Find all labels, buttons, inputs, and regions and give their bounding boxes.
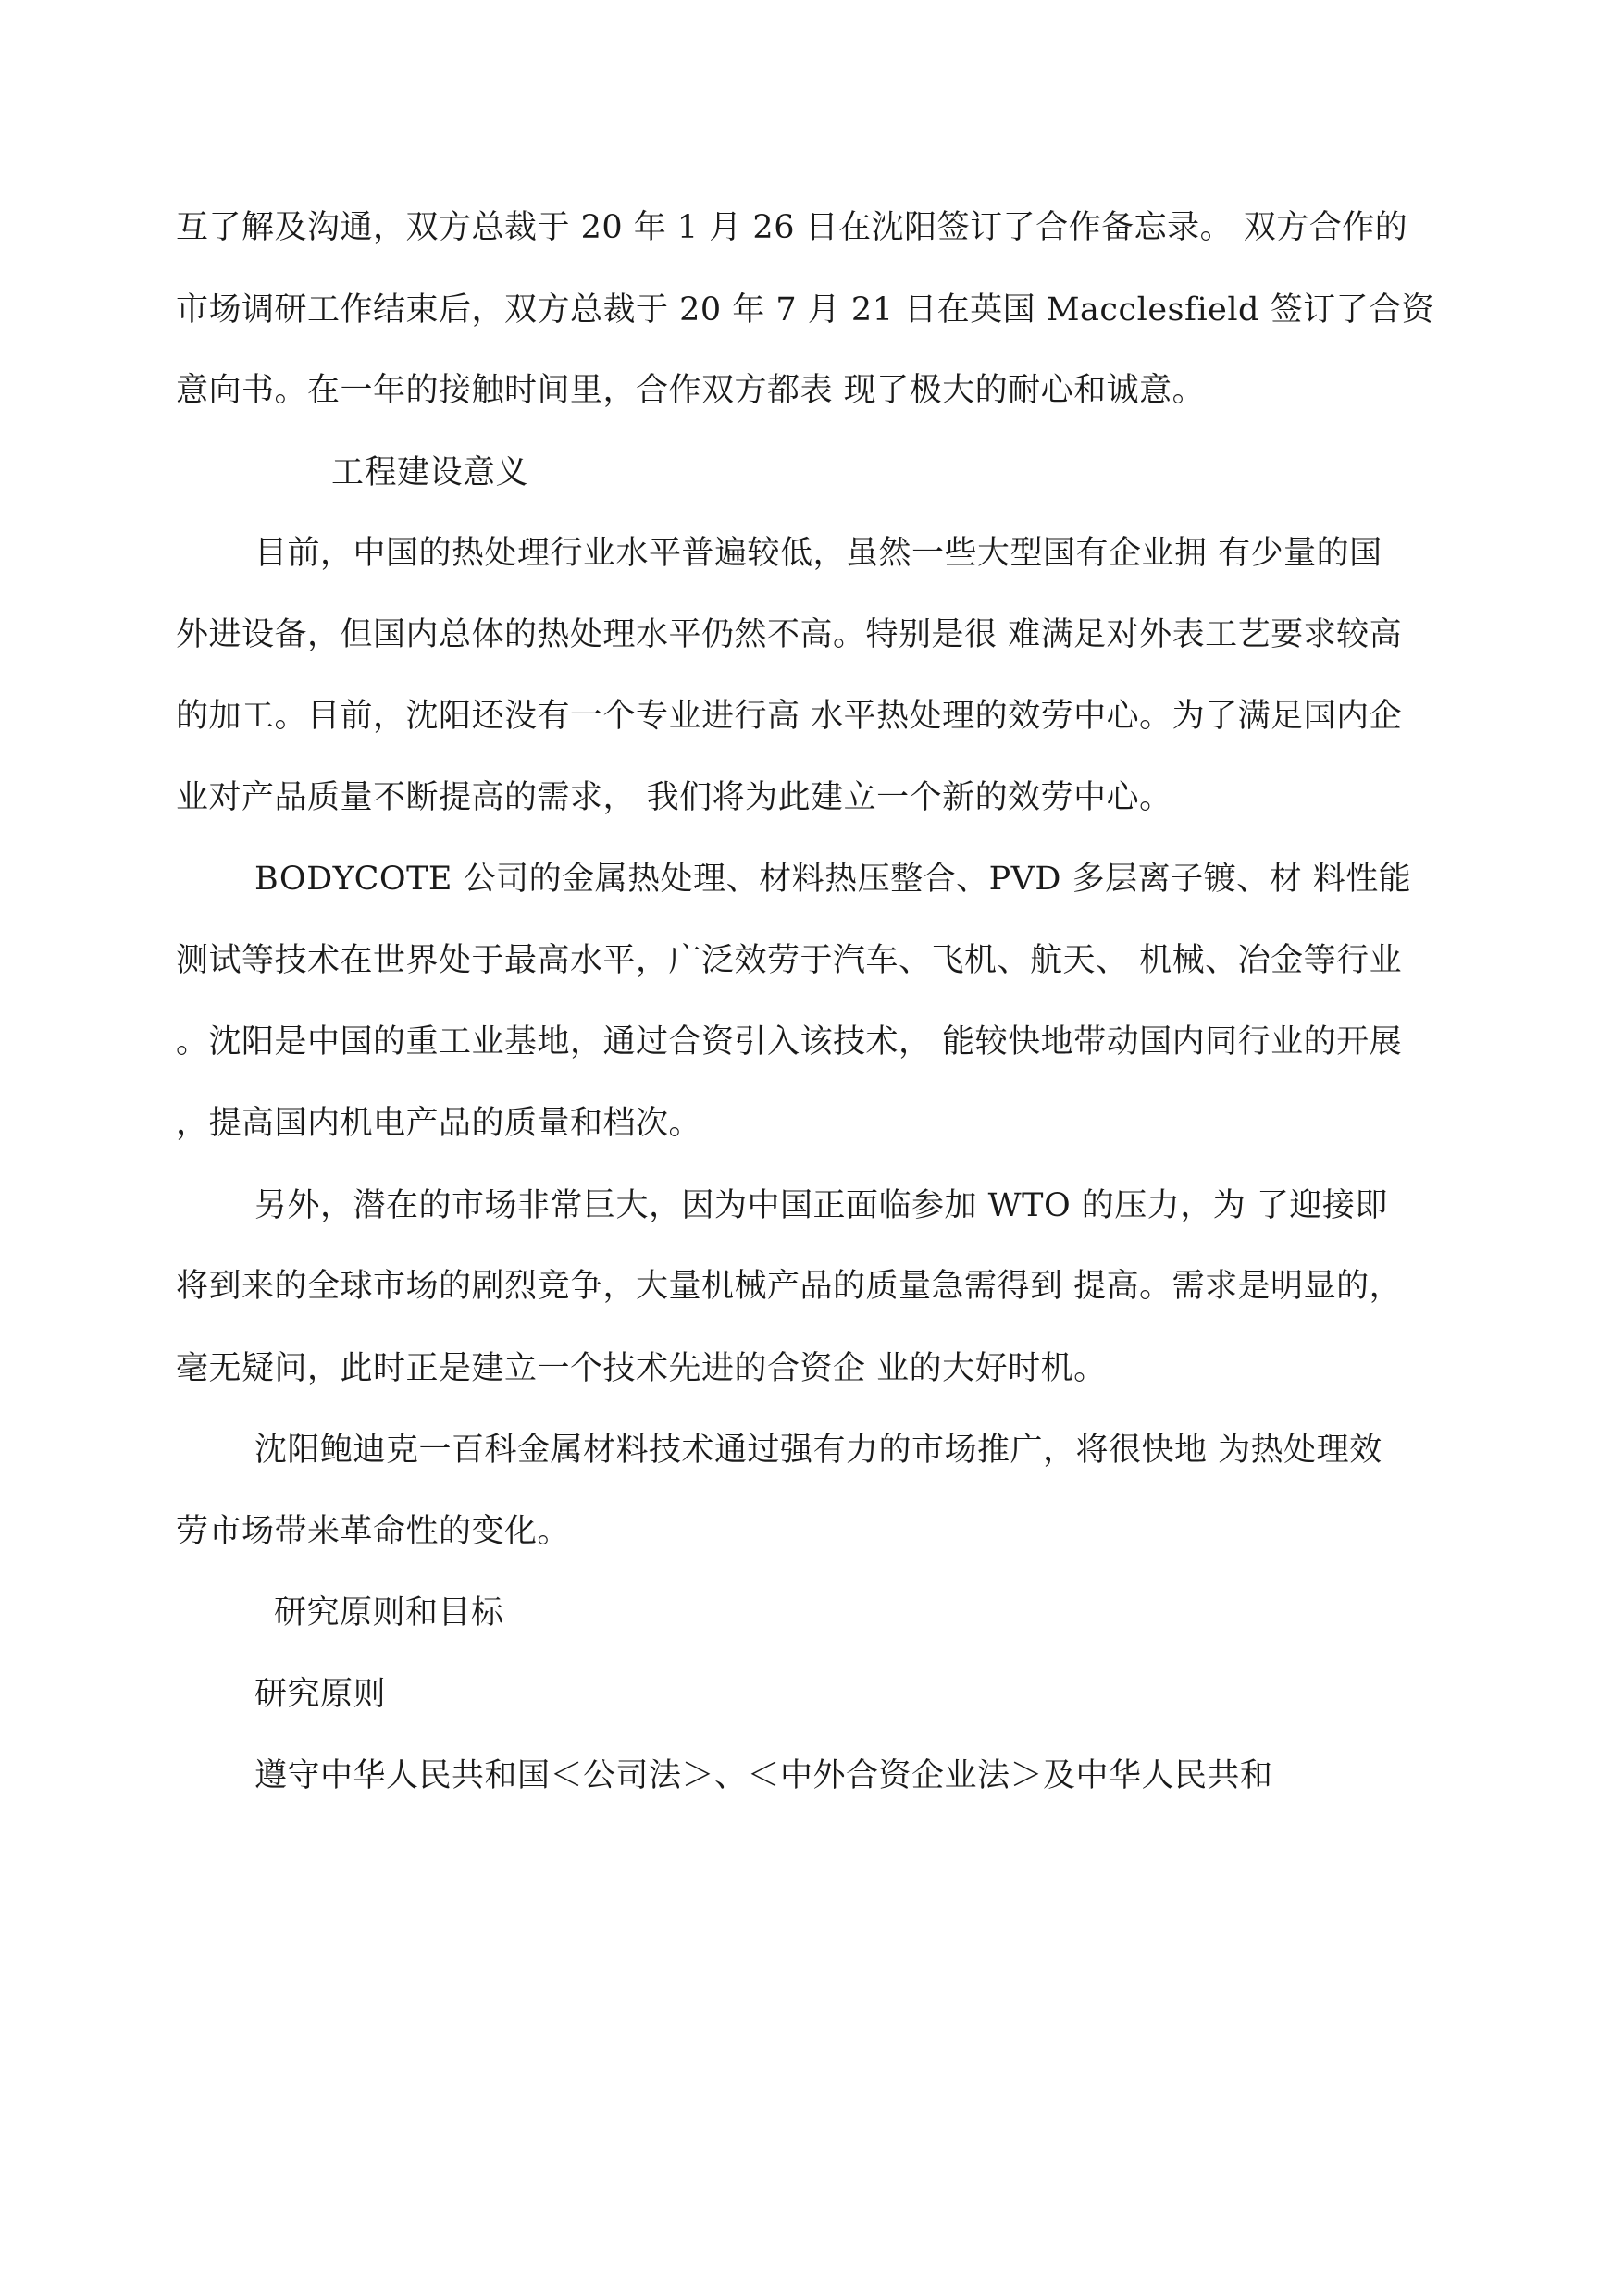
subsection-heading: 研究原则	[254, 1676, 387, 1713]
section-heading: 工程建设意义	[331, 454, 529, 491]
paragraph-line: 意向书。在一年的接触时间里，合作双方都表 现了极大的耐心和诚意。	[176, 372, 1206, 409]
section-heading: 研究原则和目标	[274, 1594, 504, 1631]
paragraph-line: 业对产品质量不断提高的需求， 我们将为此建立一个新的效劳中心。	[176, 779, 1172, 816]
paragraph-line: 另外，潜在的市场非常巨大，因为中国正面临参加 WTO 的压力，为 了迎接即	[254, 1187, 1388, 1224]
paragraph-line: 遵守中华人民共和国＜公司法＞、＜中外合资企业法＞及中华人民共和	[254, 1757, 1273, 1794]
paragraph-line: ，提高国内机电产品的质量和档次。	[176, 1105, 702, 1142]
paragraph-line: 毫无疑问，此时正是建立一个技术先进的合资企 业的大好时机。	[176, 1350, 1107, 1387]
paragraph-line: 劳市场带来革命性的变化。	[176, 1513, 571, 1550]
paragraph-line: 外进设备，但国内总体的热处理水平仍然不高。特别是很 难满足对外表工艺要求较高	[176, 616, 1403, 653]
paragraph-line: 互了解及沟通，双方总裁于 20 年 1 月 26 日在沈阳签订了合作备忘录。 双方合作的	[176, 209, 1408, 246]
paragraph-line: 沈阳鲍迪克一百科金属材料技术通过强有力的市场推广，将很快地 为热处理效	[254, 1432, 1382, 1469]
paragraph-line: 目前，中国的热处理行业水平普遍较低，虽然一些大型国有企业拥 有少量的国	[254, 535, 1382, 572]
paragraph-line: BODYCOTE 公司的金属热处理、材料热压整合、PVD 多层离子镀、材 料性能	[254, 861, 1412, 898]
paragraph-line: 测试等技术在世界处于最高水平，广泛效劳于汽车、飞机、航天、 机械、冶金等行业	[176, 942, 1403, 979]
paragraph-line: 。沈阳是中国的重工业基地，通过合资引入该技术， 能较快地带动国内同行业的开展	[176, 1023, 1403, 1061]
paragraph-line: 的加工。目前，沈阳还没有一个专业进行高 水平热处理的效劳中心。为了满足国内企	[176, 698, 1403, 735]
paragraph-line: 市场调研工作结束后，双方总裁于 20 年 7 月 21 日在英国 Macclesfield 签订了合资	[176, 292, 1435, 329]
paragraph-line: 将到来的全球市场的剧烈竞争，大量机械产品的质量急需得到 提高。需求是明显的，	[176, 1268, 1403, 1305]
